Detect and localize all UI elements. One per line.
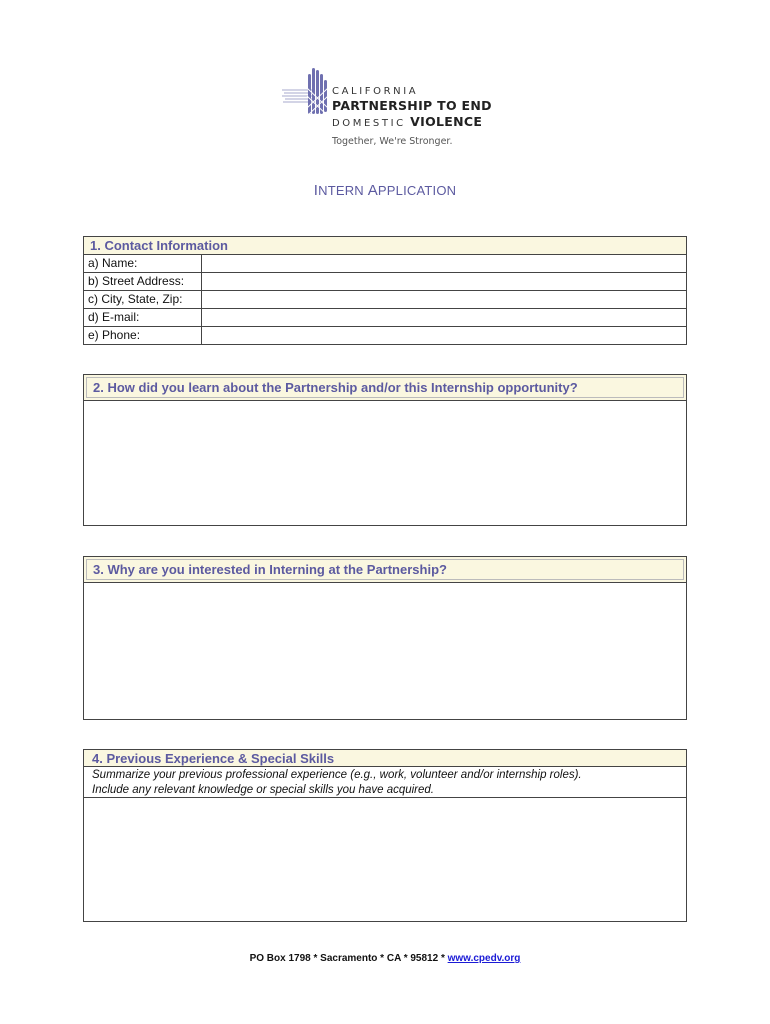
name-label: a) Name:: [84, 255, 202, 273]
city-state-zip-label: c) City, State, Zip:: [84, 291, 202, 309]
contact-row-name: [84, 255, 687, 273]
logo-word-violence: VIOLENCE: [410, 114, 483, 129]
instructions-line-1: Summarize your previous professional experience (e.g., work, volunteer and/or internship roles).: [92, 769, 582, 781]
email-label: d) E-mail:: [84, 309, 202, 327]
street-address-label: b) Street Address:: [84, 273, 202, 291]
title-cap-2: A: [367, 182, 378, 199]
hands-logo-icon: [282, 66, 330, 120]
logo-line-partnership: PARTNERSHIP TO END: [332, 98, 492, 113]
logo-line-domestic-violence: [332, 114, 512, 132]
city-state-zip-field[interactable]: [202, 291, 687, 309]
footer-address: [0, 953, 770, 964]
contact-row-phone: [84, 327, 687, 345]
contact-information-table: [83, 236, 687, 345]
why-interested-answer[interactable]: [84, 583, 686, 718]
contact-section-header: [84, 237, 687, 255]
phone-label: e) Phone:: [84, 327, 202, 345]
email-field[interactable]: [202, 309, 687, 327]
experience-skills-answer[interactable]: [84, 798, 686, 919]
logo-word-domestic: DOMESTIC: [332, 118, 406, 129]
title-cap-1: I: [313, 182, 319, 199]
organization-logo: [282, 66, 502, 152]
contact-row-city-state-zip: [84, 291, 687, 309]
instructions-line-2: Include any relevant knowledge or special skills you have acquired.: [92, 784, 435, 796]
title-rest-1: NTERN: [318, 183, 364, 198]
how-did-you-learn-answer[interactable]: [84, 401, 686, 524]
why-interested-heading: 3. Why are you interested in Interning at the Partnership?: [93, 562, 447, 577]
why-interested-section: [83, 556, 687, 720]
logo-tagline: Together, We're Stronger.: [332, 136, 453, 147]
how-did-you-learn-heading: 2. How did you learn about the Partnership and/or this Internship opportunity?: [93, 380, 578, 395]
why-interested-header: [84, 557, 686, 583]
experience-skills-section: [83, 749, 687, 922]
contact-row-street-address: [84, 273, 687, 291]
contact-row-email: [84, 309, 687, 327]
website-link[interactable]: www.cpedv.org: [447, 953, 521, 964]
experience-skills-instructions: [84, 767, 686, 798]
name-field[interactable]: [202, 255, 687, 273]
how-did-you-learn-section: [83, 374, 687, 526]
phone-field[interactable]: [202, 327, 687, 345]
street-address-field[interactable]: [202, 273, 687, 291]
logo-wordmark: [332, 86, 512, 132]
contact-section-heading: 1. Contact Information: [84, 237, 687, 255]
experience-skills-header: [84, 750, 686, 767]
logo-line-california: CALIFORNIA: [332, 86, 419, 97]
footer-address-text: PO Box 1798 * Sacramento * CA * 95812 *: [249, 953, 448, 964]
title-rest-2: PPLICATION: [377, 183, 457, 198]
how-did-you-learn-header: [84, 375, 686, 401]
page-title: [0, 182, 770, 199]
experience-skills-heading: 4. Previous Experience & Special Skills: [92, 751, 335, 766]
